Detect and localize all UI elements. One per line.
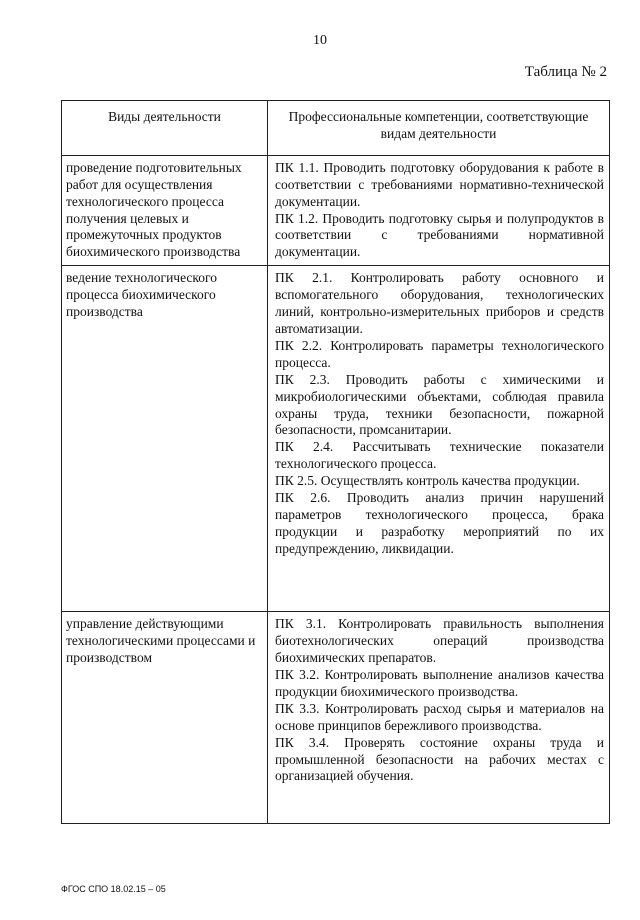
competency-item: ПК 2.1. Контролировать работу основного и вспомогательного оборудования, технологических линий, контрольно-измерительных приборов и средств автоматизации. <box>275 270 604 336</box>
competency-item: ПК 3.3. Контролировать расход сырья и материалов на основе принципов бережливого производства. <box>275 700 604 733</box>
competencies-table <box>61 100 610 824</box>
page-number: 10 <box>313 33 327 48</box>
competency-item: ПК 2.6. Проводить анализ причин нарушений параметров технологического процесса, брака продукции и разработку мероприятий по их предупреждению, ликвидации. <box>275 490 604 556</box>
competency-item: ПК 2.5. Осуществлять контроль качества продукции. <box>275 473 580 489</box>
table-header-row <box>62 101 610 156</box>
competency-item: ПК 2.3. Проводить работы с химическими и микробиологическими объектами, соблюдая правила охраны труда, техники безопасности, пожарной безопасности, промсанитарии. <box>275 371 604 438</box>
activity-cell: проведение подготовительных работ для осуществления технологического процесса получения целевых и промежуточных продуктов биохимического производства <box>62 155 268 265</box>
competency-item: ПК 2.2. Контролировать параметры технологического процесса. <box>275 337 604 370</box>
document-footer: ФГОС СПО 18.02.15 – 05 <box>61 884 166 894</box>
competency-item: ПК 1.1. Проводить подготовку оборудования к работе в соответствии с требованиями нормативно-технической документации. <box>275 159 604 209</box>
header-competencies: Профессиональные компетенции, соответствующие видам деятельности <box>268 101 610 156</box>
competencies-cell <box>268 612 610 824</box>
activity-cell: управление действующими технологическими процессами и производством <box>62 612 268 824</box>
header-activities: Виды деятельности <box>62 101 268 156</box>
competencies-cell <box>268 266 610 612</box>
table-row <box>62 612 610 824</box>
competency-item: ПК 2.4. Рассчитывать технические показатели технологического процесса. <box>275 439 604 472</box>
activity-cell: ведение технологического процесса биохимического производства <box>62 266 268 612</box>
competency-item: ПК 3.4. Проверять состояние охраны труда и промышленной безопасности на рабочих местах с организацией обучения. <box>275 734 604 784</box>
competency-item: ПК 3.1. Контролировать правильность выполнения биотехнологических операций производства биохимических препаратов. <box>275 616 604 666</box>
competencies-cell <box>268 155 610 265</box>
table-row <box>62 266 610 612</box>
competency-item: ПК 3.2. Контролировать выполнение анализов качества продукции биохимического производства. <box>275 666 604 699</box>
table-label: Таблица № 2 <box>524 64 607 80</box>
table-row <box>62 155 610 265</box>
competency-item: ПК 1.2. Проводить подготовку сырья и полупродуктов в соответствии с требованиями нормативной документации. <box>275 210 604 260</box>
